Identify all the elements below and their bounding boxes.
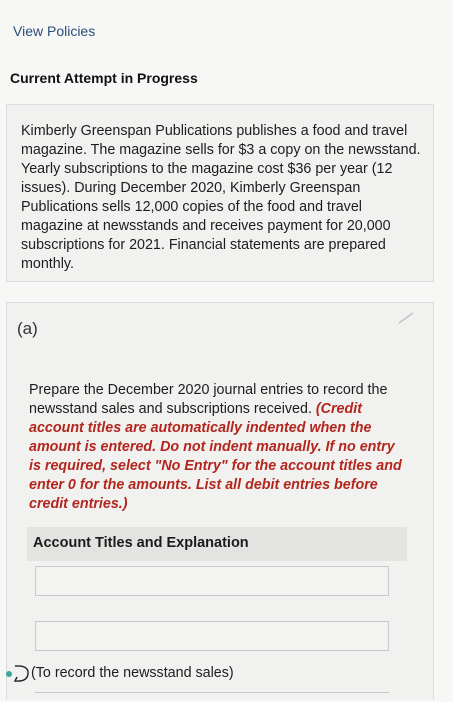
instruction-red-2: "No Entry" for the account titles and enter 0 for the amounts. List all debit entries before credit entries.) xyxy=(29,458,402,512)
part-a-panel xyxy=(6,302,434,700)
view-policies-link[interactable]: View Policies xyxy=(13,23,96,39)
account-title-input-2[interactable] xyxy=(35,621,389,651)
pencil-icon xyxy=(397,311,415,325)
table-header xyxy=(27,527,407,561)
part-label: (a) xyxy=(17,319,38,338)
record-note: (To record the newsstand sales) xyxy=(31,665,234,681)
instructions xyxy=(29,381,409,514)
account-title-input-1[interactable] xyxy=(35,566,389,596)
account-titles-header: Account Titles and Explanation xyxy=(33,535,249,551)
instruction-main: Prepare the December 2020 journal entries to record the newsstand sales and subscriptions received. xyxy=(29,382,388,417)
instruction-red-1: (Credit account titles are automatically indented when the amount is entered. Do not indent manually. If no entry is required, select xyxy=(29,401,395,474)
account-title-input-3[interactable] xyxy=(35,692,389,702)
problem-statement-box xyxy=(6,104,434,282)
attempt-status: Current Attempt in Progress xyxy=(10,70,198,86)
chat-bubble-icon[interactable] xyxy=(5,661,33,687)
problem-text: Kimberly Greenspan Publications publishes a food and travel magazine. The magazine sells for $3 a copy on the newsstand. Yearly subscriptions to the magazine cost $36 per year (12 issues). During December 2020, Kimberly Greenspan Publications sells 12,000 copies of the food and travel magazine at newsstands and receives payment for 20,000 subscriptions for 2021. Financial statements are prepared monthly. xyxy=(21,123,421,272)
